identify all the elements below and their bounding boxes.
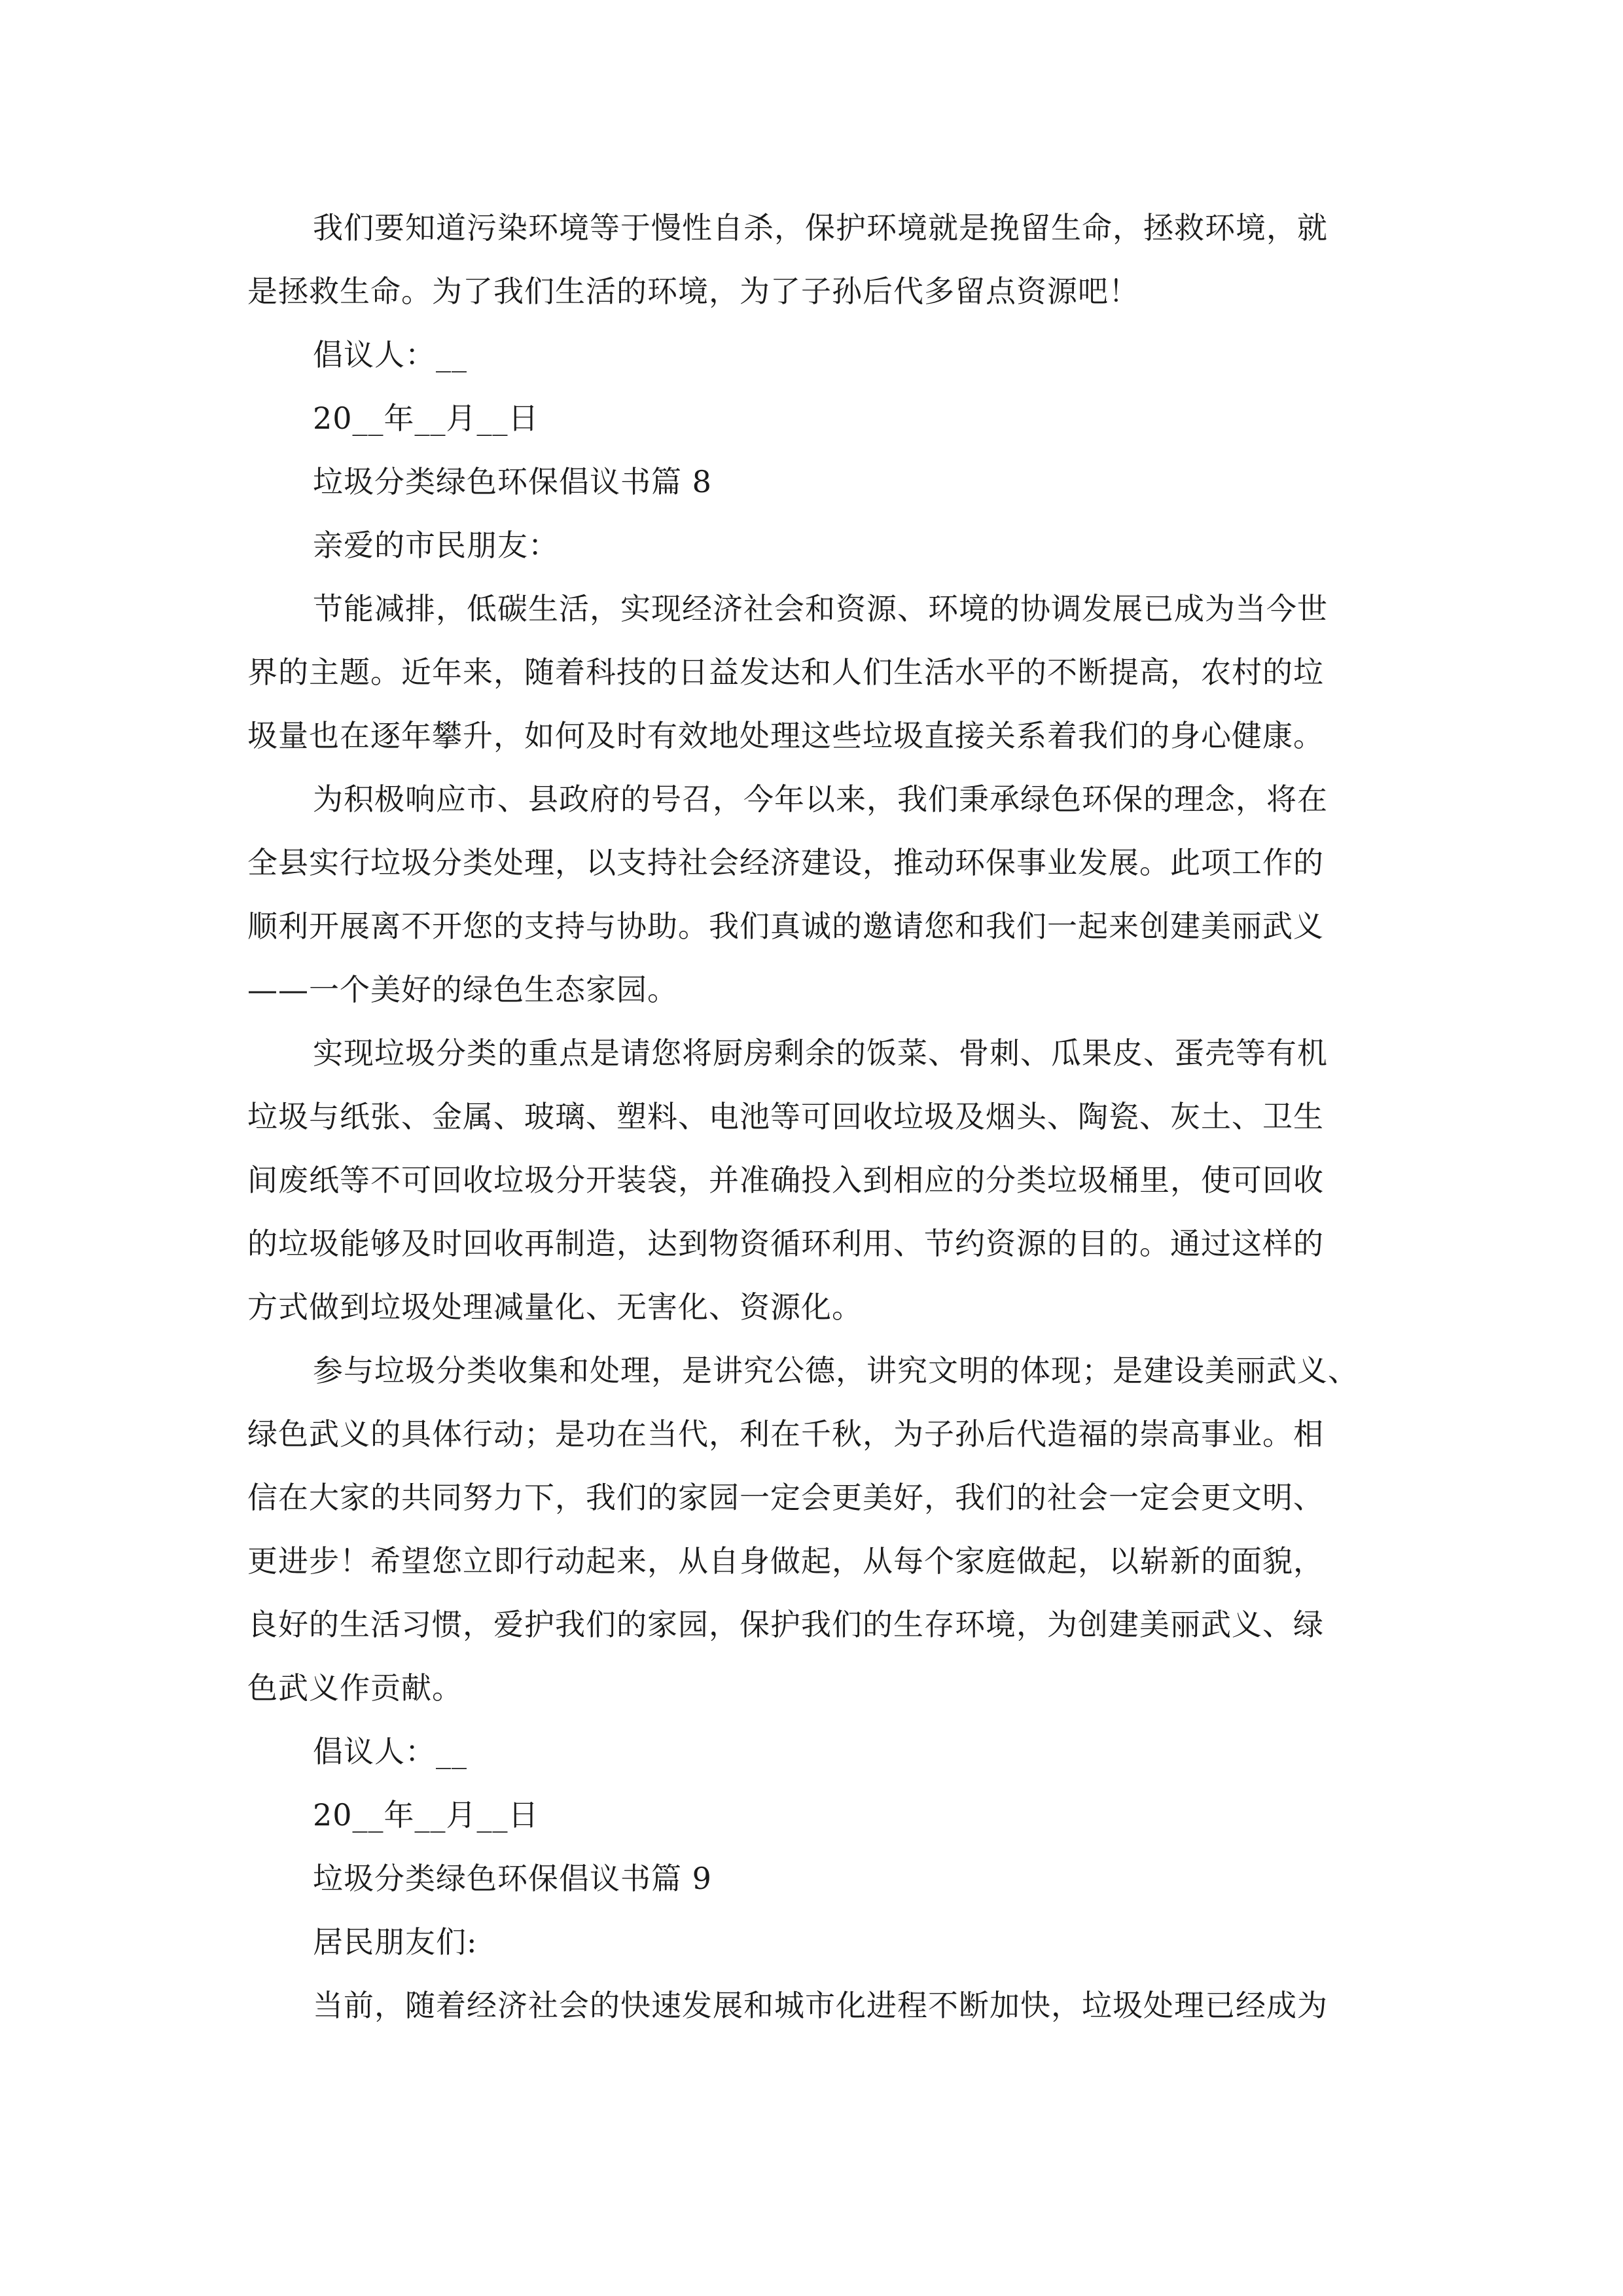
text-line: 间废纸等不可回收垃圾分开装袋，并准确投入到相应的分类垃圾桶里，使可回收	[247, 1162, 1324, 1198]
text-line: 倡议人：__	[313, 1734, 467, 1769]
text-line: 全县实行垃圾分类处理，以支持社会经济建设，推动环保事业发展。此项工作的	[247, 845, 1324, 880]
text-line: 绿色武义的具体行动；是功在当代，利在千秋，为子孙后代造福的崇高事业。相	[247, 1416, 1324, 1452]
text-line: 色武义作贡献。	[247, 1670, 463, 1706]
text-line: 更进步！希望您立即行动起来，从自身做起，从每个家庭做起，以崭新的面貌，	[247, 1543, 1324, 1579]
text-line: 居民朋友们:	[313, 1924, 478, 1960]
text-line: 实现垃圾分类的重点是请您将厨房剩余的饭菜、骨刺、瓜果皮、蛋壳等有机	[313, 1035, 1328, 1071]
text-line: 圾量也在逐年攀升，如何及时有效地处理这些垃圾直接关系着我们的身心健康。	[247, 718, 1324, 753]
text-line: 为积极响应市、县政府的号召，今年以来，我们秉承绿色环保的理念，将在	[313, 781, 1328, 817]
text-line: 信在大家的共同努力下，我们的家园一定会更美好，我们的社会一定会更文明、	[247, 1480, 1324, 1515]
text-line: ——一个美好的绿色生态家园。	[247, 972, 678, 1007]
text-line: 当前，随着经济社会的快速发展和城市化进程不断加快，垃圾处理已经成为	[313, 1988, 1328, 2023]
text-line: 20__年__月__日	[313, 1797, 539, 1833]
text-line: 垃圾分类绿色环保倡议书篇 8	[313, 464, 712, 499]
text-line: 是拯救生命。为了我们生活的环境，为了子孙后代多留点资源吧！	[247, 274, 1139, 309]
text-line: 方式做到垃圾处理减量化、无害化、资源化。	[247, 1289, 863, 1325]
text-line: 20__年__月__日	[313, 401, 539, 436]
text-line: 的垃圾能够及时回收再制造，达到物资循环利用、节约资源的目的。通过这样的	[247, 1226, 1324, 1261]
text-line: 顺利开展离不开您的支持与协助。我们真诚的邀请您和我们一起来创建美丽武义	[247, 908, 1324, 944]
text-line: 参与垃圾分类收集和处理，是讲究公德，讲究文明的体现；是建设美丽武义、	[313, 1353, 1359, 1388]
text-line: 倡议人：__	[313, 337, 467, 372]
text-line: 界的主题。近年来，随着科技的日益发达和人们生活水平的不断提高，农村的垃	[247, 655, 1324, 690]
text-line: 良好的生活习惯，爱护我们的家园，保护我们的生存环境，为创建美丽武义、绿	[247, 1607, 1324, 1642]
text-line: 节能减排，低碳生活，实现经济社会和资源、环境的协调发展已成为当今世	[313, 591, 1328, 626]
document-body	[247, 196, 1377, 2037]
text-line: 垃圾分类绿色环保倡议书篇 9	[313, 1861, 712, 1896]
text-line: 亲爱的市民朋友：	[313, 528, 559, 563]
text-line: 我们要知道污染环境等于慢性自杀，保护环境就是挽留生命，拯救环境，就	[313, 210, 1328, 245]
text-line: 垃圾与纸张、金属、玻璃、塑料、电池等可回收垃圾及烟头、陶瓷、灰土、卫生	[247, 1099, 1324, 1134]
